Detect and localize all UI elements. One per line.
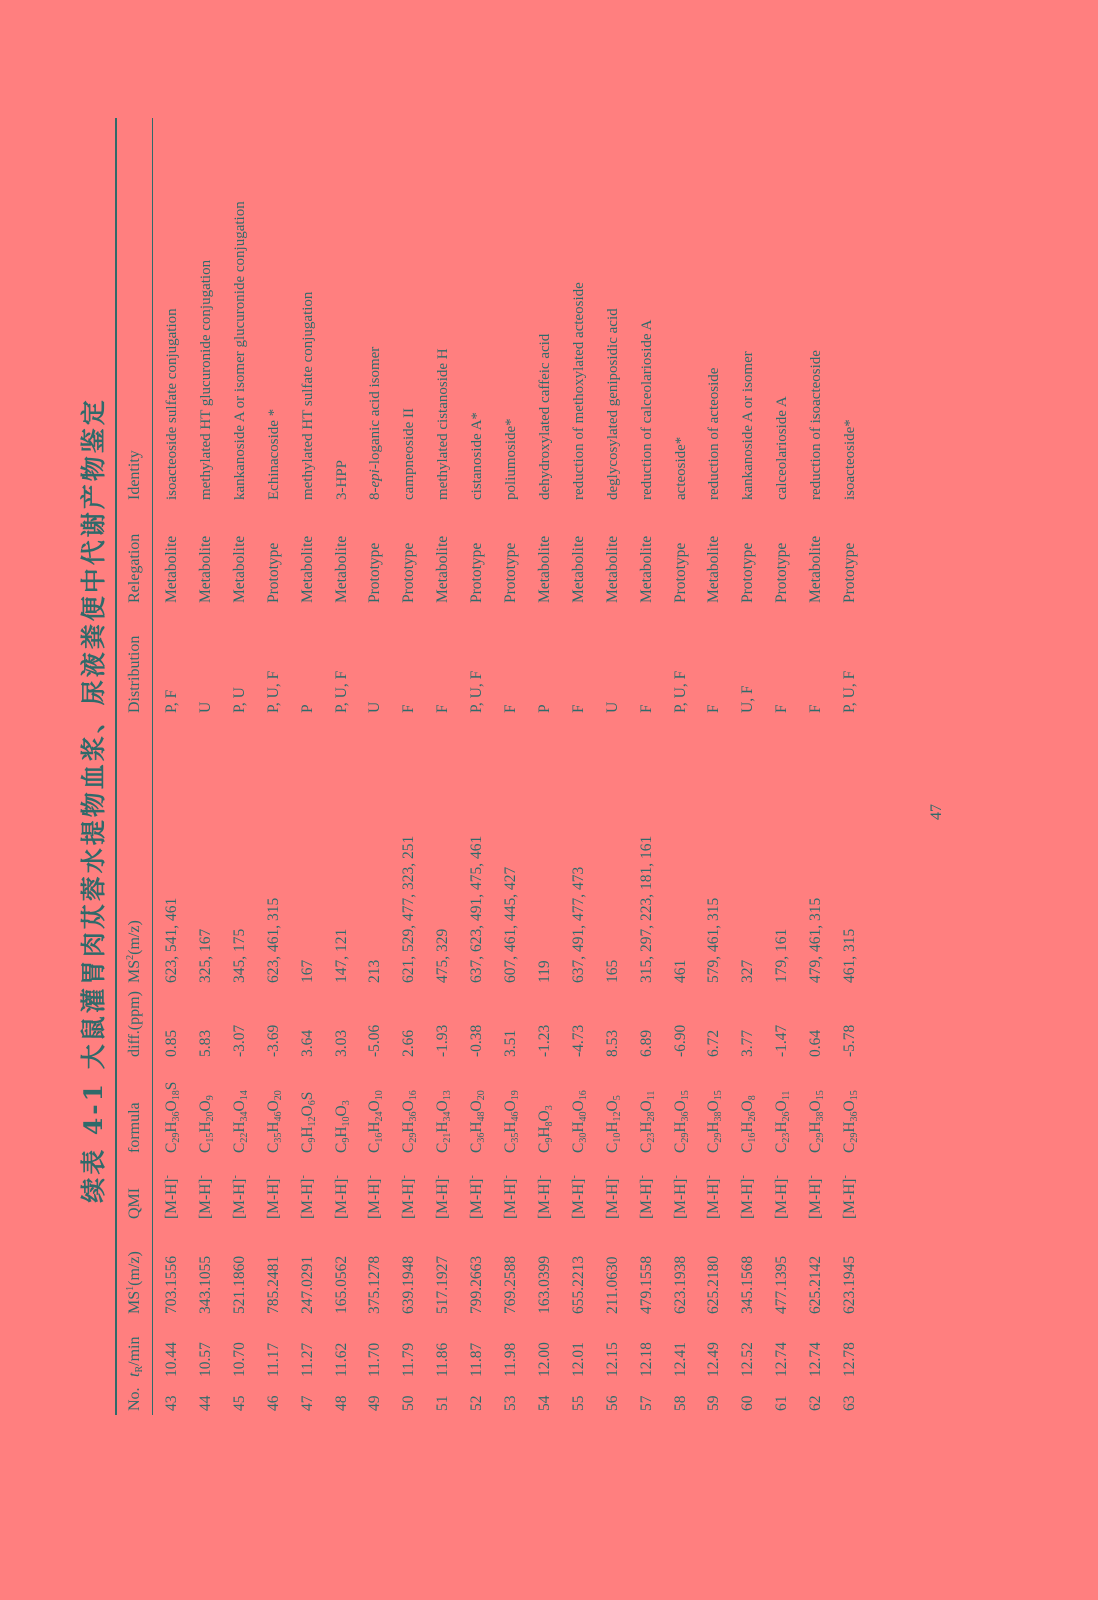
row-no: 56 [603,1395,621,1411]
row-relegation: Prototype [739,542,757,603]
table-row [528,118,562,1415]
row-relegation: Metabolite [196,535,214,603]
row-ms2: 167 [298,959,316,983]
row-formula: $C_{21}H_{34}O_{13}$ [434,1090,454,1153]
row-diff: -1.47 [773,1024,791,1057]
row-no: 63 [841,1395,858,1411]
row-identity: Echinacoside * [265,408,282,500]
row-distribution: P [535,704,553,713]
table-row [291,118,325,1415]
row-qmi: [M-H]- [263,1175,282,1219]
row-distribution: F [569,704,587,713]
row-retention-time: 12.74 [807,1342,825,1377]
row-relegation: Prototype [841,542,858,603]
row-formula: $C_{16}H_{24}O_{10}$ [366,1090,386,1153]
row-qmi: [M-H]- [602,1175,621,1219]
row-ms1: 165.0562 [332,1255,350,1314]
row-no: 55 [569,1395,587,1411]
table-row [697,118,731,1415]
row-no: 50 [400,1395,418,1411]
table-row [799,118,833,1415]
row-identity: reduction of acteoside [706,367,723,500]
row-identity: methylated HT glucuronide conjugation [197,259,214,500]
row-no: 57 [637,1395,655,1411]
row-ms2: 315, 297, 223, 181, 161 [637,835,655,983]
row-qmi: [M-H]- [467,1175,486,1219]
row-ms1: 477.1395 [773,1255,791,1314]
row-distribution: P, U, F [841,670,858,713]
row-qmi: [M-H]- [399,1175,418,1219]
row-retention-time: 12.78 [841,1342,858,1377]
row-distribution: U, F [739,685,757,713]
row-formula: $C_{22}H_{34}O_{14}$ [230,1090,250,1153]
row-retention-time: 11.70 [366,1342,384,1377]
row-relegation: Metabolite [807,535,825,603]
row-identity: isoacteoside* [842,419,858,500]
row-ms2: 213 [366,959,384,983]
row-diff: -5.78 [841,1024,858,1057]
row-diff: 6.72 [705,1029,723,1057]
row-distribution: F [637,704,655,713]
row-ms1: 785.2481 [264,1255,282,1314]
row-retention-time: 11.27 [298,1342,316,1377]
row-no: 47 [298,1395,316,1411]
row-retention-time: 12.74 [773,1342,791,1377]
table-row [257,118,291,1415]
row-no: 61 [773,1395,791,1411]
row-identity: 3-HPP [333,459,350,500]
row-ms2: 165 [603,959,621,983]
row-qmi: [M-H]- [568,1175,587,1219]
row-qmi: [M-H]- [840,1175,858,1219]
header-ms1: $MS^1(m/z)$ [125,1251,143,1314]
row-retention-time: 11.79 [400,1342,418,1377]
row-qmi: [M-H]- [636,1175,655,1219]
row-identity: deglycosylated geniposidic acid [604,308,621,500]
header-qmi: QMI [126,1187,143,1219]
table-row [765,118,799,1415]
row-ms2: 475, 329 [434,928,452,983]
row-formula: $C_{29}H_{36}O_{15}$ [671,1090,691,1153]
row-retention-time: 12.49 [705,1342,723,1377]
row-ms1: 769.2588 [502,1255,519,1314]
row-retention-time: 11.86 [434,1342,452,1377]
row-distribution: P, U, F [264,670,282,713]
table-row [596,118,630,1415]
row-identity: methylated HT sulfate conjugation [299,291,316,500]
table-header-row [118,118,152,1415]
row-distribution: F [705,704,723,713]
row-distribution: U [366,701,384,713]
row-relegation: Metabolite [298,535,316,603]
row-diff: 2.66 [400,1029,418,1057]
row-formula: $C_9H_{10}O_3$ [332,1100,352,1153]
row-no: 49 [366,1395,384,1411]
row-relegation: Prototype [264,542,282,603]
row-formula: $C_{23}H_{28}O_{11}$ [637,1090,657,1153]
row-distribution: P [298,704,316,713]
row-diff: 3.64 [298,1029,316,1057]
row-diff: 0.85 [163,1029,180,1057]
table-row [189,118,223,1415]
row-relegation: Metabolite [230,535,248,603]
row-retention-time: 12.00 [535,1342,553,1377]
row-qmi: [M-H]- [738,1175,757,1219]
row-relegation: Metabolite [705,535,723,603]
row-retention-time: 10.57 [196,1342,214,1377]
row-ms1: 479.1558 [637,1255,655,1314]
row-identity: kankanoside A or isomer glucuronide conjugation [231,201,248,500]
row-diff: 6.89 [637,1029,655,1057]
row-ms2: 119 [535,960,553,983]
row-identity: cistanoside A* [469,412,486,500]
row-formula: $C_{29}H_{38}O_{15}$ [807,1090,827,1153]
row-diff: -0.38 [468,1024,486,1057]
header-distribution: Distribution [126,635,143,713]
row-ms2: 579, 461, 315 [705,897,723,983]
table-row [833,118,867,1415]
table-row [426,118,460,1415]
row-distribution: P, U, F [468,670,486,713]
row-qmi: [M-H]- [772,1175,791,1219]
row-distribution: P, U, F [671,670,689,713]
row-ms2: 461, 315 [841,928,858,983]
row-diff: 3.03 [332,1029,350,1057]
row-ms1: 163.0399 [535,1255,553,1314]
row-identity: calceolarioside A [774,396,791,500]
row-diff: 0.64 [807,1029,825,1057]
row-qmi: [M-H]- [229,1175,248,1219]
row-identity: reduction of calceolarioside A [638,319,655,500]
row-no: 51 [434,1395,452,1411]
row-ms2: 623, 541, 461 [163,897,180,983]
row-relegation: Metabolite [569,535,587,603]
page-number: 47 [928,804,945,820]
row-distribution: U [603,701,621,713]
table-row [664,118,698,1415]
row-ms2: 637, 623, 491, 475, 461 [468,835,486,983]
table-title: 续表 4-1 大鼠灌胃肉苁蓉水提物血浆、尿液粪便中代谢产物鉴定 [79,397,108,1203]
row-relegation: Metabolite [163,535,180,603]
row-ms1: 655.2213 [569,1255,587,1314]
row-diff: 8.53 [603,1029,621,1057]
row-formula: $C_9H_8O_3$ [535,1105,555,1153]
row-formula: $C_{23}H_{26}O_{11}$ [773,1090,793,1153]
row-relegation: Metabolite [434,535,452,603]
row-diff: 5.83 [196,1029,214,1057]
row-formula: $C_{16}H_{26}O_8$ [739,1095,759,1153]
header-ms2: $MS^2(m/z)$ [125,920,143,983]
table-row [562,118,596,1415]
row-ms1: 517.1927 [434,1255,452,1314]
row-ms2: 607, 461, 445, 427 [502,866,519,983]
row-diff: -1.23 [535,1024,553,1057]
row-qmi: [M-H]- [331,1175,350,1219]
row-retention-time: 11.17 [264,1342,282,1377]
header-relegation: Relegation [126,533,143,603]
row-ms1: 625.2180 [705,1255,723,1314]
row-identity: reduction of isoacteoside [808,350,825,500]
table-row [358,118,392,1415]
row-distribution: F [434,704,452,713]
row-ms2: 621, 529, 477, 323, 251 [400,835,418,983]
table-row [392,118,426,1415]
row-ms2: 147, 121 [332,928,350,983]
row-relegation: Metabolite [535,535,553,603]
header-formula: formula [126,1102,143,1153]
row-qmi: [M-H]- [670,1175,689,1219]
row-retention-time: 11.62 [332,1342,350,1377]
row-qmi: [M-H]- [162,1175,180,1219]
row-qmi: [M-H]- [501,1175,519,1219]
row-retention-time: 11.87 [468,1342,486,1377]
row-no: 46 [264,1395,282,1411]
row-retention-time: 12.41 [671,1342,689,1377]
row-identity: kankanoside A or isomer [740,351,757,500]
row-no: 59 [705,1395,723,1411]
row-no: 60 [739,1395,757,1411]
row-diff: -4.73 [569,1024,587,1057]
row-distribution: F [807,704,825,713]
row-formula: $C_{35}H_{46}O_{20}$ [264,1090,284,1153]
row-ms1: 623.1938 [671,1255,689,1314]
row-identity: dehydroxylated caffeic acid [536,333,553,500]
row-no: 53 [502,1395,519,1411]
row-qmi: [M-H]- [806,1175,825,1219]
row-qmi: [M-H]- [704,1175,723,1219]
row-formula: $C_{29}H_{36}O_{15}$ [841,1090,860,1153]
row-ms2: 327 [739,959,757,983]
row-formula: $C_{35}H_{46}O_{19}$ [502,1090,521,1153]
row-relegation: Prototype [366,542,384,603]
row-ms2: 325, 167 [196,928,214,983]
row-retention-time: 12.52 [739,1342,757,1377]
row-formula: $C_{10}H_{12}O_5$ [603,1095,623,1153]
row-ms1: 375.1278 [366,1255,384,1314]
header-retention-time: $t_R/\min$ [126,1336,145,1377]
row-relegation: Prototype [773,542,791,603]
row-ms2: 479, 461, 315 [807,897,825,983]
row-relegation: Prototype [468,542,486,603]
row-no: 44 [196,1395,214,1411]
row-formula: $C_{29}H_{36}O_{16}$ [400,1090,420,1153]
row-distribution: P, U [230,687,248,713]
row-ms1: 211.0630 [603,1256,621,1314]
table-row [155,118,189,1415]
row-diff: -3.07 [230,1024,248,1057]
row-no: 45 [230,1395,248,1411]
row-identity: 8-epi-loganic acid isomer [367,346,384,500]
row-formula: $C_{36}H_{48}O_{20}$ [468,1090,488,1153]
row-qmi: [M-H]- [297,1175,316,1219]
row-distribution: P, U, F [332,670,350,713]
row-relegation: Metabolite [332,535,350,603]
header-identity: Identity [126,450,143,500]
row-relegation: Metabolite [637,535,655,603]
row-qmi: [M-H]- [365,1175,384,1219]
row-identity: campneoside II [401,407,418,500]
row-identity: isoacteoside sulfate conjugation [164,308,180,500]
row-diff: -5.06 [366,1024,384,1057]
row-ms2: 637, 491, 477, 473 [569,866,587,983]
row-relegation: Prototype [400,542,418,603]
row-diff: 3.51 [502,1029,519,1057]
row-diff: 3.77 [739,1029,757,1057]
row-retention-time: 10.70 [230,1342,248,1377]
row-diff: -1.93 [434,1024,452,1057]
row-no: 48 [332,1395,350,1411]
row-ms1: 703.1556 [163,1255,180,1314]
row-ms1: 247.0291 [298,1255,316,1314]
row-retention-time: 11.98 [502,1342,519,1377]
row-distribution: F [400,704,418,713]
row-identity: poliumoside* [503,418,519,500]
row-no: 58 [671,1395,689,1411]
row-formula: $C_{15}H_{20}O_9$ [196,1095,216,1153]
row-relegation: Prototype [671,542,689,603]
row-ms2: 345, 175 [230,928,248,983]
row-formula: $C_9H_{12}O_6S$ [298,1091,318,1153]
header-no: No. [126,1387,143,1411]
row-distribution: F [502,704,519,713]
row-relegation: Metabolite [603,535,621,603]
table-row [325,118,359,1415]
row-diff: -6.90 [671,1024,689,1057]
row-ms1: 521.1860 [230,1255,248,1314]
row-identity: reduction of methoxylated acteoside [570,282,587,500]
row-retention-time: 10.44 [163,1342,180,1377]
row-formula: $C_{29}H_{36}O_{18}S$ [163,1081,182,1153]
header-rule [152,118,153,1415]
row-ms2: 461 [671,959,689,983]
row-no: 43 [163,1395,180,1411]
row-ms2: 623, 461, 315 [264,897,282,983]
row-ms1: 345.1568 [739,1255,757,1314]
row-distribution: U [196,701,214,713]
row-no: 62 [807,1395,825,1411]
row-identity: methylated cistanoside H [435,348,452,500]
row-ms2: 179, 161 [773,928,791,983]
row-distribution: F [773,704,791,713]
row-ms1: 343.1055 [196,1255,214,1314]
row-retention-time: 12.18 [637,1342,655,1377]
row-ms1: 799.2663 [468,1255,486,1314]
row-identity: acteoside* [672,436,689,500]
row-distribution: P, F [163,689,180,713]
row-qmi: [M-H]- [195,1175,214,1219]
row-ms1: 623.1945 [841,1255,858,1314]
row-qmi: [M-H]- [433,1175,452,1219]
row-retention-time: 12.15 [603,1342,621,1377]
table-row [223,118,257,1415]
header-diff: diff.(ppm) [126,991,143,1057]
table-row [731,118,765,1415]
row-formula: $C_{30}H_{40}O_{16}$ [569,1090,589,1153]
row-retention-time: 12.01 [569,1342,587,1377]
table-row [494,118,528,1415]
row-diff: -3.69 [264,1024,282,1057]
row-qmi: [M-H]- [534,1175,553,1219]
row-no: 54 [535,1395,553,1411]
row-formula: $C_{29}H_{38}O_{15}$ [705,1090,725,1153]
top-rule [115,118,117,1415]
row-ms1: 625.2142 [807,1255,825,1314]
row-ms1: 639.1948 [400,1255,418,1314]
table-row [630,118,664,1415]
row-no: 52 [468,1395,486,1411]
row-relegation: Prototype [502,542,519,603]
table-row [460,118,494,1415]
